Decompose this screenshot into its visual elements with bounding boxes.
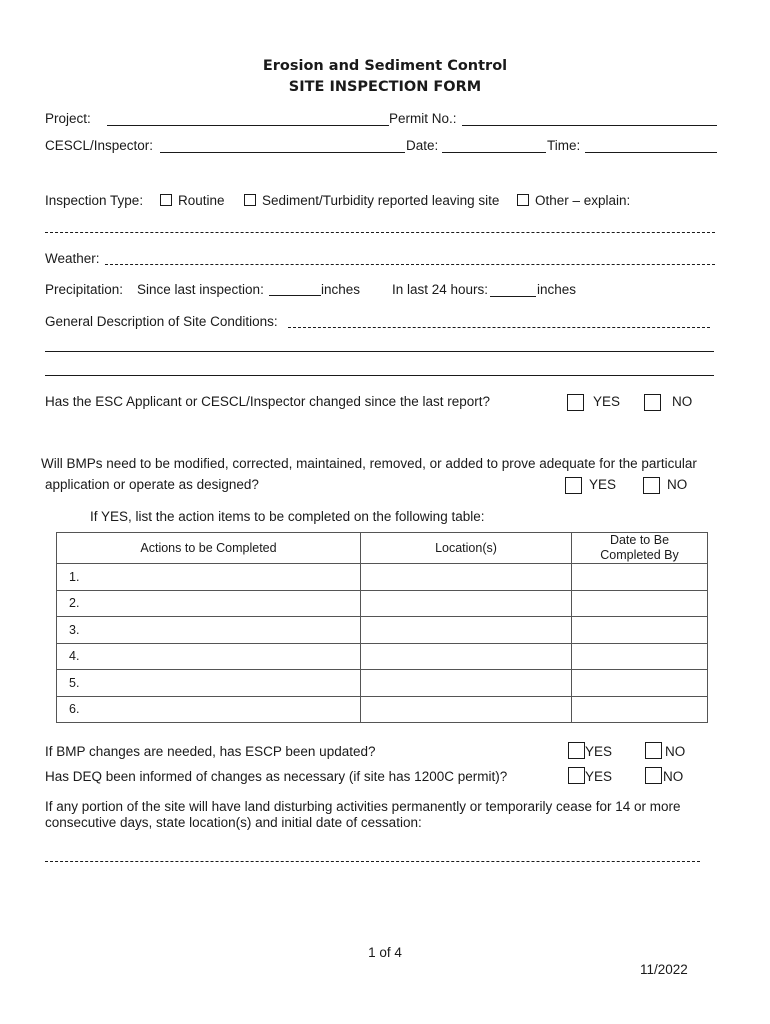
weather-label: Weather: [45, 251, 100, 266]
location-cell[interactable] [361, 617, 572, 644]
cessation-field[interactable] [45, 861, 700, 862]
since-last-label: Since last inspection: [137, 282, 264, 297]
time-field[interactable] [585, 152, 717, 153]
general-description-label: General Description of Site Conditions: [45, 314, 278, 329]
table-intro: If YES, list the action items to be completed on the following table: [90, 509, 485, 524]
bmps-yes-checkbox[interactable] [565, 477, 582, 494]
permit-label: Permit No.: [389, 111, 457, 126]
date-cell[interactable] [572, 643, 708, 670]
deq-no-checkbox[interactable] [645, 767, 662, 784]
checkbox-icon[interactable] [244, 194, 256, 206]
general-description-field[interactable] [288, 327, 710, 328]
header-date: Date to Be Completed By [572, 533, 708, 564]
bmps-no-checkbox[interactable] [643, 477, 660, 494]
table-row [57, 670, 708, 697]
cessation-line2: consecutive days, state location(s) and initial date of cessation: [45, 815, 422, 830]
table-row [57, 696, 708, 723]
row-number[interactable]: 3. [57, 617, 361, 644]
header-locations: Location(s) [361, 533, 572, 564]
form-title-line2: SITE INSPECTION FORM [288, 79, 482, 95]
revision-date: 11/2022 [640, 962, 688, 977]
last-24-label: In last 24 hours: [392, 282, 489, 297]
changed-question: Has the ESC Applicant or CESCL/Inspector changed since the last report? [45, 394, 490, 409]
checkbox-icon[interactable] [160, 194, 172, 206]
row-number[interactable]: 6. [57, 696, 361, 723]
date-cell[interactable] [572, 617, 708, 644]
page-number: 1 of 4 [368, 945, 402, 960]
escp-no-label: NO [665, 744, 686, 759]
location-cell[interactable] [361, 670, 572, 697]
deq-yes-label: YES [585, 769, 613, 784]
location-cell[interactable] [361, 643, 572, 670]
header-actions: Actions to be Completed [57, 533, 361, 564]
date-cell[interactable] [572, 670, 708, 697]
table-row [57, 643, 708, 670]
form-title-line1: Erosion and Sediment Control [262, 58, 508, 74]
table-row [57, 617, 708, 644]
bmps-question-line2: application or operate as designed? [45, 477, 259, 492]
row-number[interactable]: 1. [57, 564, 361, 591]
date-cell[interactable] [572, 590, 708, 617]
checkbox-icon[interactable] [517, 194, 529, 206]
changed-no-label: NO [672, 394, 693, 409]
last-24-field[interactable] [490, 296, 536, 297]
action-items-table [56, 532, 708, 723]
location-cell[interactable] [361, 564, 572, 591]
inspector-field[interactable] [160, 152, 405, 153]
date-label: Date: [406, 138, 439, 153]
deq-no-label: NO [663, 769, 684, 784]
changed-yes-label: YES [593, 394, 621, 409]
weather-field[interactable] [105, 264, 715, 265]
time-label: Time: [547, 138, 581, 153]
escp-yes-label: YES [585, 744, 613, 759]
deq-yes-checkbox[interactable] [568, 767, 585, 784]
table-row [57, 590, 708, 617]
table-row [57, 564, 708, 591]
inspector-label: CESCL/Inspector: [45, 138, 154, 153]
other-explain-line[interactable] [45, 232, 715, 233]
changed-yes-checkbox[interactable] [567, 394, 584, 411]
date-cell[interactable] [572, 564, 708, 591]
deq-question: Has DEQ been informed of changes as necessary (if site has 1200C permit)? [45, 769, 508, 784]
inspection-type-label: Inspection Type: [45, 193, 144, 208]
bmps-no-label: NO [667, 477, 688, 492]
location-cell[interactable] [361, 590, 572, 617]
inches-unit-2: inches [537, 282, 577, 297]
escp-no-checkbox[interactable] [645, 742, 662, 759]
since-last-field[interactable] [269, 295, 321, 296]
row-number[interactable]: 4. [57, 643, 361, 670]
option-sediment-turbidity[interactable]: Sediment/Turbidity reported leaving site [244, 193, 499, 208]
row-number[interactable]: 2. [57, 590, 361, 617]
general-description-line-2[interactable] [45, 351, 714, 352]
general-description-line-3[interactable] [45, 375, 714, 376]
project-field[interactable] [107, 125, 389, 126]
inches-unit-1: inches [321, 282, 361, 297]
escp-question: If BMP changes are needed, has ESCP been updated? [45, 744, 376, 759]
date-cell[interactable] [572, 696, 708, 723]
changed-no-checkbox[interactable] [644, 394, 661, 411]
precipitation-label: Precipitation: [45, 282, 124, 297]
bmps-yes-label: YES [589, 477, 617, 492]
location-cell[interactable] [361, 696, 572, 723]
date-field[interactable] [442, 152, 546, 153]
escp-yes-checkbox[interactable] [568, 742, 585, 759]
bmps-question-line1: Will BMPs need to be modified, corrected, maintained, removed, or added to prove adequate for the particular [41, 456, 697, 471]
option-routine[interactable]: Routine [160, 193, 225, 208]
cessation-line1: If any portion of the site will have land disturbing activities permanently or temporarily cease for 14 or more [45, 799, 681, 814]
permit-field[interactable] [462, 125, 717, 126]
project-label: Project: [45, 111, 91, 126]
row-number[interactable]: 5. [57, 670, 361, 697]
option-other[interactable]: Other – explain: [517, 193, 630, 208]
